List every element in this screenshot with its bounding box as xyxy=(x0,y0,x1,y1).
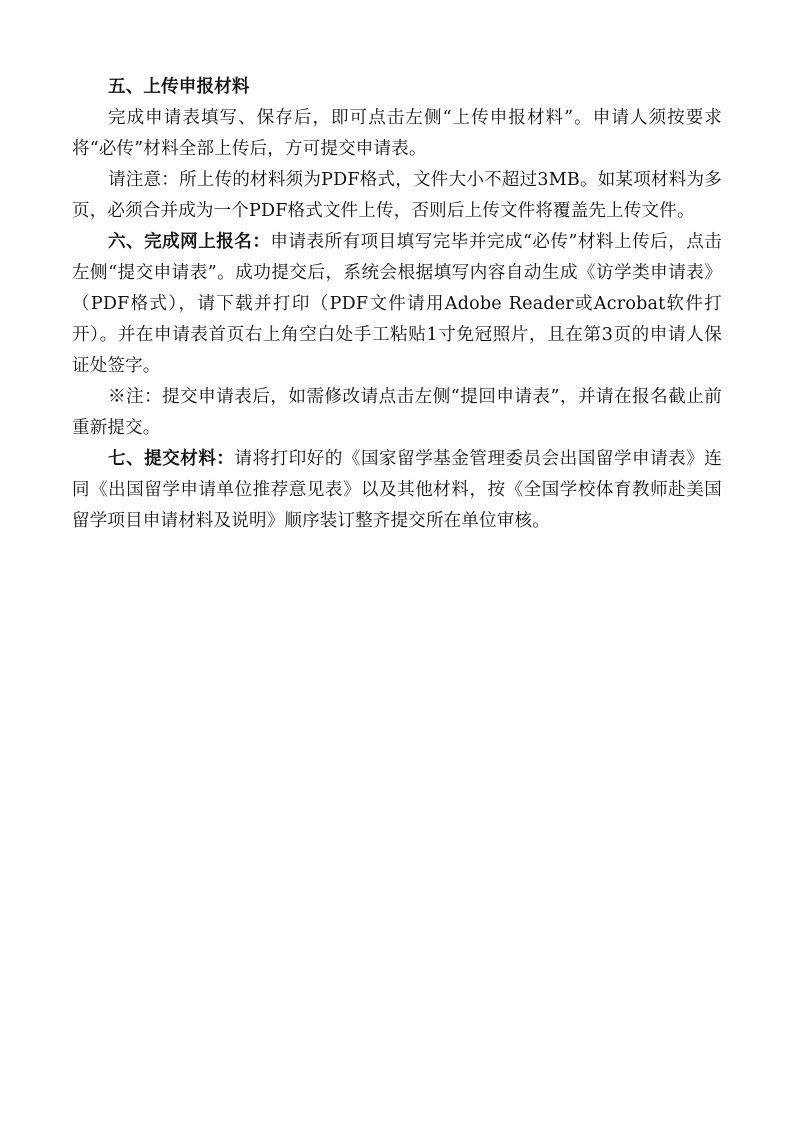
section-6-heading: 六、完成网上报名： xyxy=(108,232,271,252)
section-6-note: ※注：提交申请表后，如需修改请点击左侧“提回申请表”，并请在报名截止前重新提交。 xyxy=(72,387,722,438)
section-7-body: 请将打印好的《国家留学基金管理委员会出国留学申请表》连同《出国留学申请单位推荐意见表》以及其他材料，按《全国学校体育教师赴美国留学项目申请材料及说明》顺序装订整齐提交所在单位审核。 xyxy=(72,449,723,531)
section-7-paragraph xyxy=(72,444,722,537)
section-6-paragraph xyxy=(72,227,722,382)
section-5-heading: 五、上传申报材料 xyxy=(108,77,250,97)
section-6-body: 申请表所有项目填写完毕并完成“必传”材料上传后，点击左侧“提交申请表”。成功提交后，系统会根据填写内容自动生成《访学类申请表》（PDF格式），请下载并打印（PDF文件请用Adobe Reader或Acrobat软件打开）。并在申请表首页右上角空白处手工粘贴1寸免冠照片，且在第3页的申请人保证处签字。 xyxy=(72,232,722,376)
section-5-paragraph-2: 请注意：所上传的材料须为PDF格式，文件大小不超过3MB。如某项材料为多页，必须合并成为一个PDF格式文件上传，否则后上传文件将覆盖先上传文件。 xyxy=(72,170,722,221)
section-5-paragraph-1: 完成申请表填写、保存后，即可点击左侧“上传申报材料”。申请人须按要求将“必传”材料全部上传后，方可提交申请表。 xyxy=(72,108,722,159)
section-7-heading: 七、提交材料： xyxy=(108,449,235,469)
document-page xyxy=(72,72,722,537)
